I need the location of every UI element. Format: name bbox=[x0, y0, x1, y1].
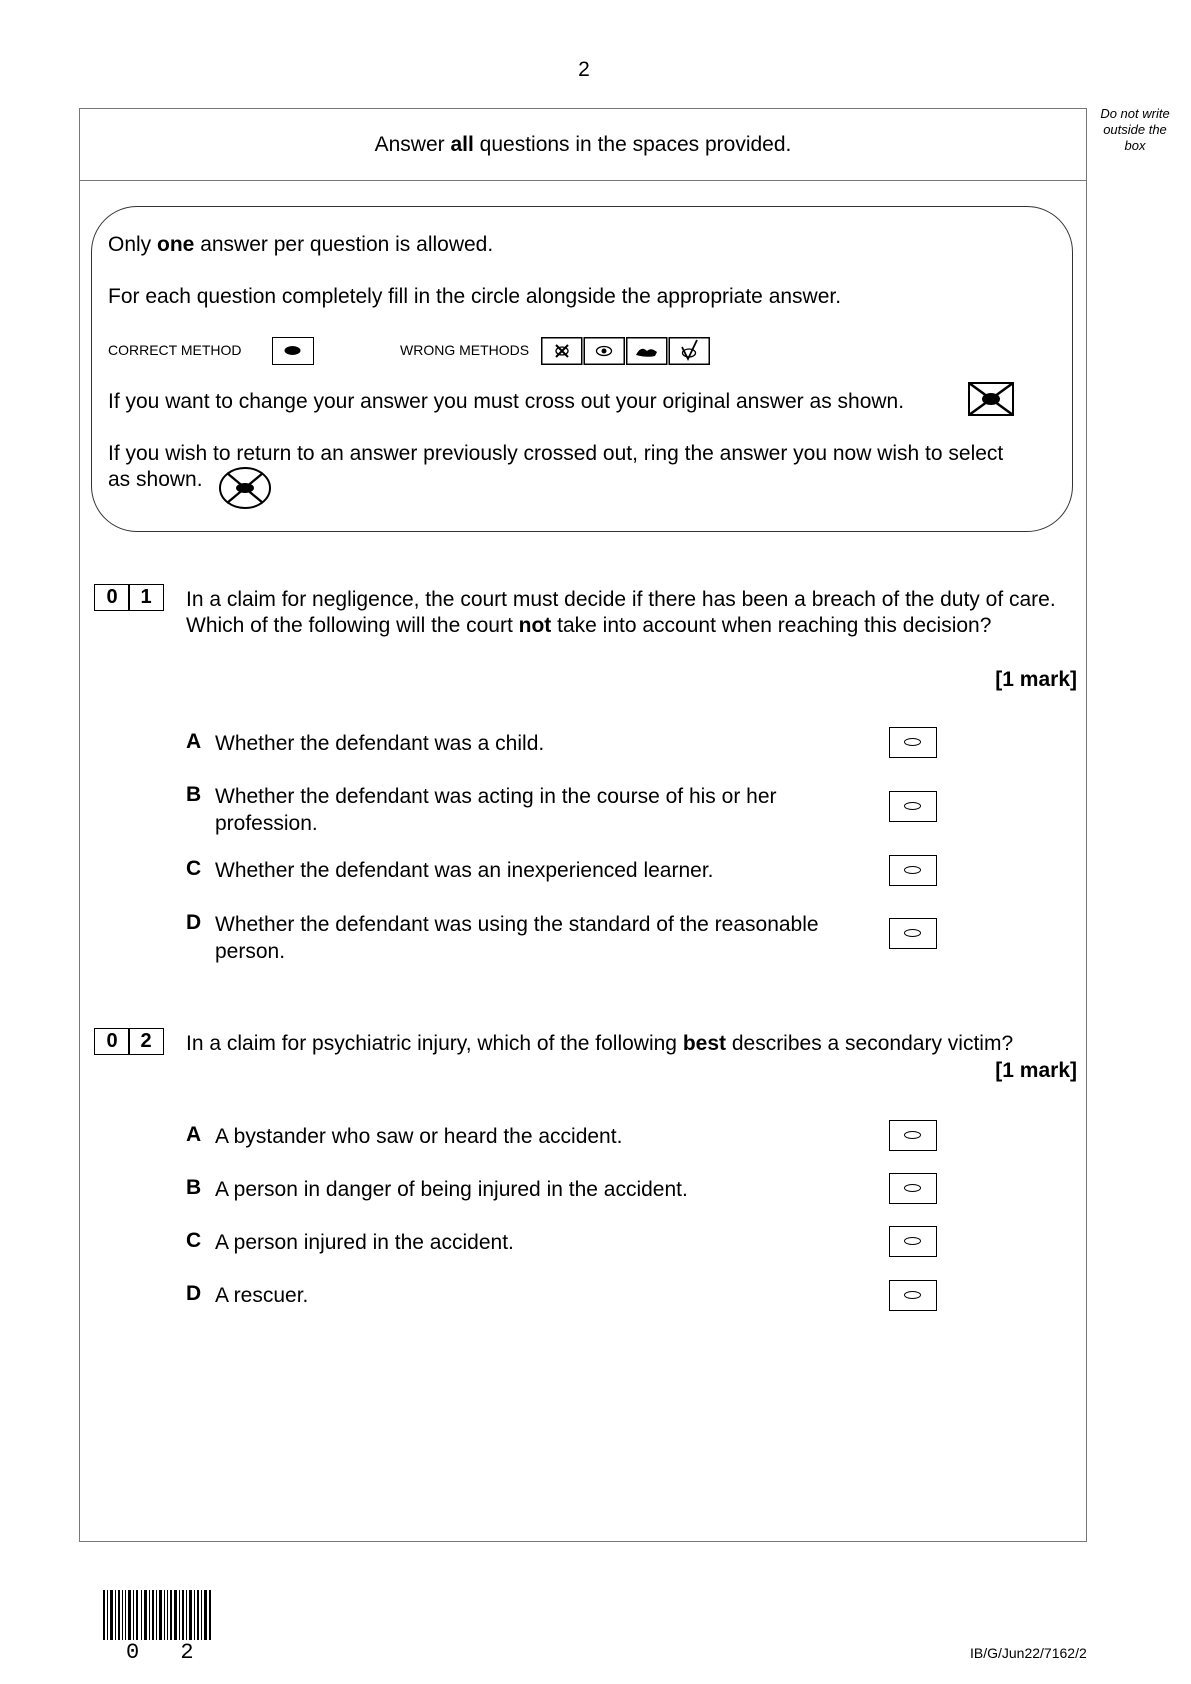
margin-note bbox=[1090, 106, 1180, 154]
option-letter: C bbox=[186, 857, 202, 880]
crossed-out-example bbox=[968, 382, 1014, 416]
option-text: A rescuer. bbox=[215, 1284, 309, 1307]
option-letter: C bbox=[186, 1229, 202, 1252]
page-number: 2 bbox=[578, 58, 590, 81]
question-text-bold: not bbox=[518, 614, 552, 637]
header-bold: all bbox=[450, 133, 474, 156]
option-text: Whether the defendant was using the standard of the reasonable person. bbox=[215, 913, 819, 963]
option-text: A bystander who saw or heard the accident. bbox=[215, 1125, 623, 1148]
answer-oval-icon bbox=[904, 1184, 921, 1192]
answer-option-b[interactable] bbox=[889, 791, 937, 822]
answer-oval-icon bbox=[904, 1291, 921, 1299]
answer-oval-icon bbox=[904, 1131, 921, 1139]
option-letter: B bbox=[186, 1176, 202, 1199]
margin-note-line: outside the bbox=[1103, 122, 1167, 137]
question-number-digit: 2 bbox=[128, 1028, 164, 1055]
option-text: A person injured in the accident. bbox=[215, 1231, 514, 1254]
header-instruction bbox=[79, 133, 1087, 157]
header-text: questions in the spaces provided. bbox=[473, 133, 792, 156]
question-number-digit: 0 bbox=[94, 584, 130, 611]
margin-note-line: box bbox=[1124, 138, 1146, 153]
question-text-bold: best bbox=[682, 1032, 726, 1055]
ringed-cross-icon bbox=[218, 466, 272, 510]
option-text: Whether the defendant was a child. bbox=[215, 732, 545, 755]
question-text bbox=[186, 1031, 1066, 1057]
question-text bbox=[186, 587, 1066, 639]
instruction-text: Only bbox=[108, 233, 158, 256]
ringed-example bbox=[218, 466, 272, 510]
answer-option-c[interactable] bbox=[889, 855, 937, 886]
question-text-part: describes a secondary victim? bbox=[726, 1032, 1014, 1055]
question-marks: [1 mark] bbox=[995, 1059, 1077, 1082]
option-letter: A bbox=[186, 730, 202, 753]
wrong-methods-examples bbox=[541, 337, 711, 365]
instruction-one-answer bbox=[108, 233, 493, 257]
margin-note-line: Do not write bbox=[1100, 106, 1170, 121]
answer-oval-icon bbox=[904, 802, 921, 810]
option-text: Whether the defendant was an inexperienced learner. bbox=[215, 859, 714, 882]
answer-option-a[interactable] bbox=[889, 727, 937, 758]
wrong-method-icons bbox=[541, 337, 711, 365]
frame-divider bbox=[79, 180, 1087, 181]
instruction-cross-out: If you want to change your answer you must cross out your original answer as shown. bbox=[108, 390, 905, 413]
barcode-icon bbox=[103, 1590, 213, 1640]
question-number-digit: 0 bbox=[94, 1028, 130, 1055]
instruction-text: If you wish to return to an answer previously crossed out, ring the answer you now wish to select bbox=[108, 442, 1004, 465]
answer-option-c[interactable] bbox=[889, 1226, 937, 1257]
instruction-text: as shown. bbox=[108, 468, 203, 491]
wrong-methods-label: WRONG METHODS bbox=[400, 342, 530, 358]
answer-option-d[interactable] bbox=[889, 918, 937, 949]
correct-method-label: CORRECT METHOD bbox=[108, 342, 242, 358]
header-text: Answer bbox=[374, 133, 451, 156]
crossed-box-icon bbox=[968, 382, 1014, 416]
answer-oval-icon bbox=[904, 929, 921, 937]
answer-oval-icon bbox=[904, 866, 921, 874]
option-letter: B bbox=[186, 783, 202, 806]
option-text: Whether the defendant was acting in the course of his or her profession. bbox=[215, 785, 777, 835]
option-text: A person in danger of being injured in the accident. bbox=[215, 1178, 688, 1201]
question-number-digit: 1 bbox=[128, 584, 164, 611]
instruction-bold: one bbox=[157, 233, 195, 256]
answer-option-d[interactable] bbox=[889, 1280, 937, 1311]
answer-oval-icon bbox=[904, 1237, 921, 1245]
option-letter: D bbox=[186, 1282, 202, 1305]
filled-oval-icon bbox=[273, 338, 312, 363]
question-marks: [1 mark] bbox=[995, 668, 1077, 691]
question-text-part: take into account when reaching this decision? bbox=[551, 614, 992, 637]
instruction-fill-circle: For each question completely fill in the circle alongside the appropriate answer. bbox=[108, 285, 842, 308]
instruction-text: answer per question is allowed. bbox=[194, 233, 494, 256]
question-text-part: In a claim for psychiatric injury, which of the following bbox=[186, 1032, 683, 1055]
footer-code: IB/G/Jun22/7162/2 bbox=[970, 1645, 1087, 1661]
option-letter: A bbox=[186, 1123, 202, 1146]
barcode-digits: 0 2 bbox=[126, 1640, 208, 1665]
question-text-part: In a claim for negligence, the court must decide if there has been a breach of the duty of care. Which of the following will the court bbox=[186, 588, 1056, 637]
answer-option-a[interactable] bbox=[889, 1120, 937, 1151]
answer-oval-icon bbox=[904, 738, 921, 746]
correct-method-example bbox=[272, 337, 314, 365]
answer-option-b[interactable] bbox=[889, 1173, 937, 1204]
option-letter: D bbox=[186, 911, 202, 934]
